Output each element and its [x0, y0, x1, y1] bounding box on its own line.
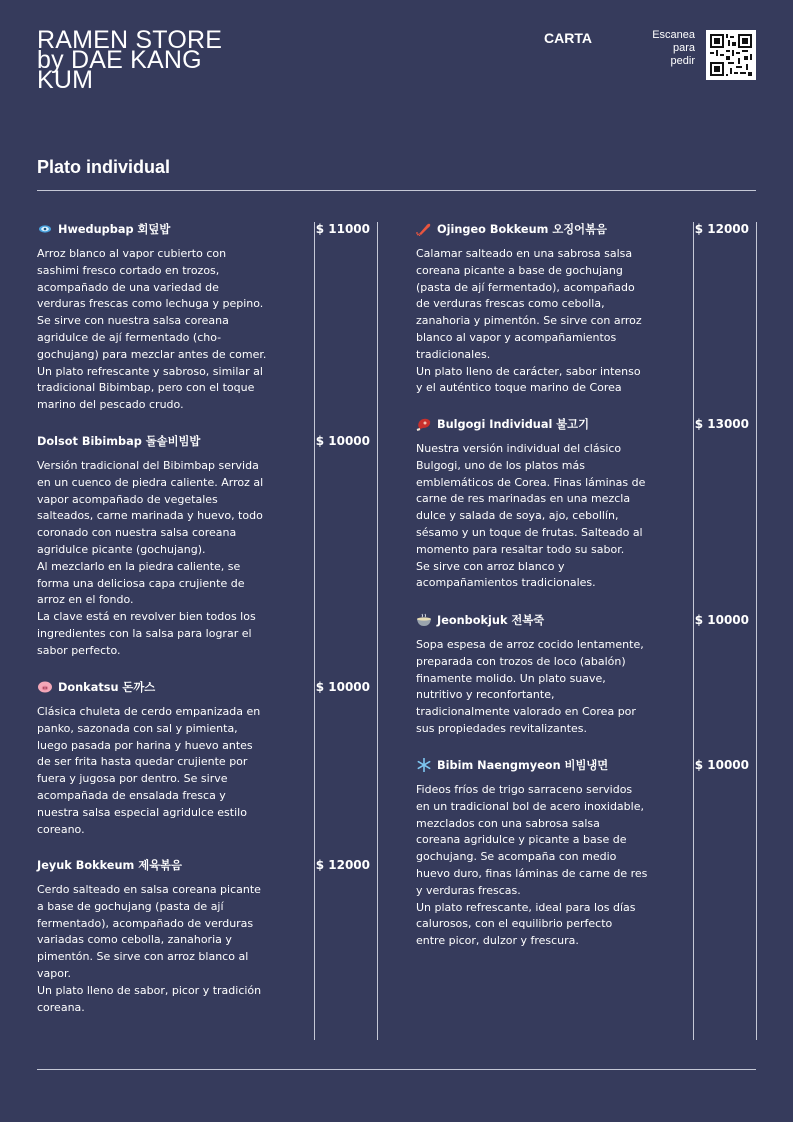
- section-title: Plato individual: [37, 157, 171, 177]
- pig-icon: [37, 680, 53, 694]
- squid-icon: [416, 222, 432, 236]
- menu-item[interactable]: [37, 679, 282, 838]
- menu-item-name: Bibim Naengmyeon 비빔냉면: [437, 759, 609, 772]
- menu-item-description: Nuestra versión individual del clásico Bulgogi, uno de los platos más emblemáticos de Corea. Finas láminas de carne de res marinadas en una mezcla dulce y salada de soya, ajo, cebollín, sésamo y un toque de frutas. Salteado al momento para resaltar todo su sabor. Se sirve con arroz blanco y acompañamientos tradicionales.: [416, 442, 646, 590]
- menu-item-name: Donkatsu 돈까스: [58, 681, 156, 694]
- menu-item[interactable]: [416, 612, 661, 738]
- brand-line: RAMEN STORE: [37, 26, 223, 54]
- brand-line: by DAE KANG: [37, 46, 202, 74]
- menu-item-description: Sopa espesa de arroz cocido lentamente, preparada con trozos de loco (abalón) finamente molido. Un plato suave, nutritivo y reconfortante, tradicionalmente valorado en Corea por sus propiedades revitalizantes.: [416, 638, 644, 735]
- menu-item-price: $ 12000: [315, 858, 370, 872]
- scan-line: Escanea: [652, 29, 695, 41]
- qr-code-icon: [706, 30, 756, 80]
- menu-item-description: Clásica chuleta de cerdo empanizada en panko, sazonada con sal y pimienta, luego pasada por harina y huevo antes de ser frita hasta quedar crujiente por fuera y jugosa por dentro. Se sirve acompañada de ensalada fresca y nuestra salsa especial agridulce estilo coreano.: [37, 705, 261, 836]
- menu-item-description: Cerdo salteado en salsa coreana picante a base de gochujang (pasta de ají fermentado), acompañado de verduras variadas como cebolla, zanahoria y pimentón. Se sirve con arroz blanco al vapor. Un plato lleno de sabor, picor y tradición coreana.: [37, 883, 262, 1014]
- menu-item[interactable]: [37, 857, 282, 1016]
- menu-item-description: Fideos fríos de trigo sarraceno servidos en un tradicional bol de acero inoxidable, mezclados con una sabrosa salsa coreana agridulce y picante a base de gochujang. Se acompaña con medio huevo duro, finas láminas de carne de res y verduras frescas. Un plato refrescante, ideal para los días calurosos, con el equilibrio perfecto entre picor, dulzor y frescura.: [416, 783, 648, 948]
- menu-item[interactable]: [416, 221, 661, 397]
- menu-item[interactable]: [37, 221, 282, 414]
- menu-item-price: $ 12000: [694, 222, 749, 236]
- menu-item-price: $ 10000: [315, 434, 370, 448]
- menu-item-price: $ 10000: [694, 758, 749, 772]
- divider: [37, 1069, 756, 1070]
- brand-line: KUM: [37, 66, 94, 94]
- menu-item-name: Bulgogi Individual 불고기: [437, 418, 590, 431]
- scan-prompt: [652, 29, 695, 68]
- menu-item-description: Arroz blanco al vapor cubierto con sashimi fresco cortado en trozos, acompañado de una variedad de verduras frescas como lechuga y pepino. Se sirve con nuestra salsa coreana agridulce de ají fermentado (cho- gochujang) para mezclar antes de comer. Un plato refrescante y sabroso, similar al tradicional Bibimbap, pero con el toque marino del pescado crudo.: [37, 247, 267, 412]
- snowflake-icon: [416, 758, 432, 772]
- column-divider: [314, 222, 315, 1040]
- divider: [37, 190, 756, 191]
- menu-item-price: $ 11000: [315, 222, 370, 236]
- menu-item-price: $ 10000: [694, 613, 749, 627]
- meat-icon: [416, 417, 432, 431]
- menu-item-name: Jeonbokjuk 전복죽: [437, 614, 545, 627]
- qr-code[interactable]: [706, 30, 756, 80]
- bowl-icon: [416, 613, 432, 627]
- menu-item[interactable]: [37, 433, 282, 660]
- menu-item-name: Dolsot Bibimbap 돌솥비빔밥: [37, 435, 201, 448]
- carta-label: CARTA: [544, 30, 592, 46]
- column-divider: [756, 222, 757, 1040]
- fish-icon: [37, 222, 53, 236]
- menu-item[interactable]: [416, 757, 661, 950]
- brand-name: [37, 26, 223, 94]
- menu-item-name: Ojingeo Bokkeum 오징어볶음: [437, 223, 607, 236]
- scan-line: pedir: [670, 55, 695, 67]
- column-divider: [377, 222, 378, 1040]
- menu-item-description: Calamar salteado en una sabrosa salsa coreana picante a base de gochujang (pasta de ají fermentado), acompañado de verduras frescas como cebolla, zanahoria y pimentón. Se sirve con arroz blanco al vapor y acompañamientos tradicionales. Un plato lleno de carácter, sabor intenso y el auténtico toque marino de Corea: [416, 247, 642, 395]
- menu-item-description: Versión tradicional del Bibimbap servida en un cuenco de piedra caliente. Arroz al vapor acompañado de vegetales salteados, carne marinada y huevo, todo coronado con nuestra salsa coreana agridulce picante (gochujang). Al mezclarlo en la piedra caliente, se forma una deliciosa capa crujiente de arroz en el fondo. La clave está en revolver bien todos los ingredientes con la salsa para lograr el sabor perfecto.: [37, 459, 264, 657]
- menu-item-price: $ 13000: [694, 417, 749, 431]
- scan-line: para: [672, 42, 695, 54]
- menu-item[interactable]: [416, 416, 661, 592]
- menu-item-name: Hwedupbap 회덮밥: [58, 223, 171, 236]
- menu-item-price: $ 10000: [315, 680, 370, 694]
- column-divider: [693, 222, 694, 1040]
- menu-item-name: Jeyuk Bokkeum 제육볶음: [37, 859, 182, 872]
